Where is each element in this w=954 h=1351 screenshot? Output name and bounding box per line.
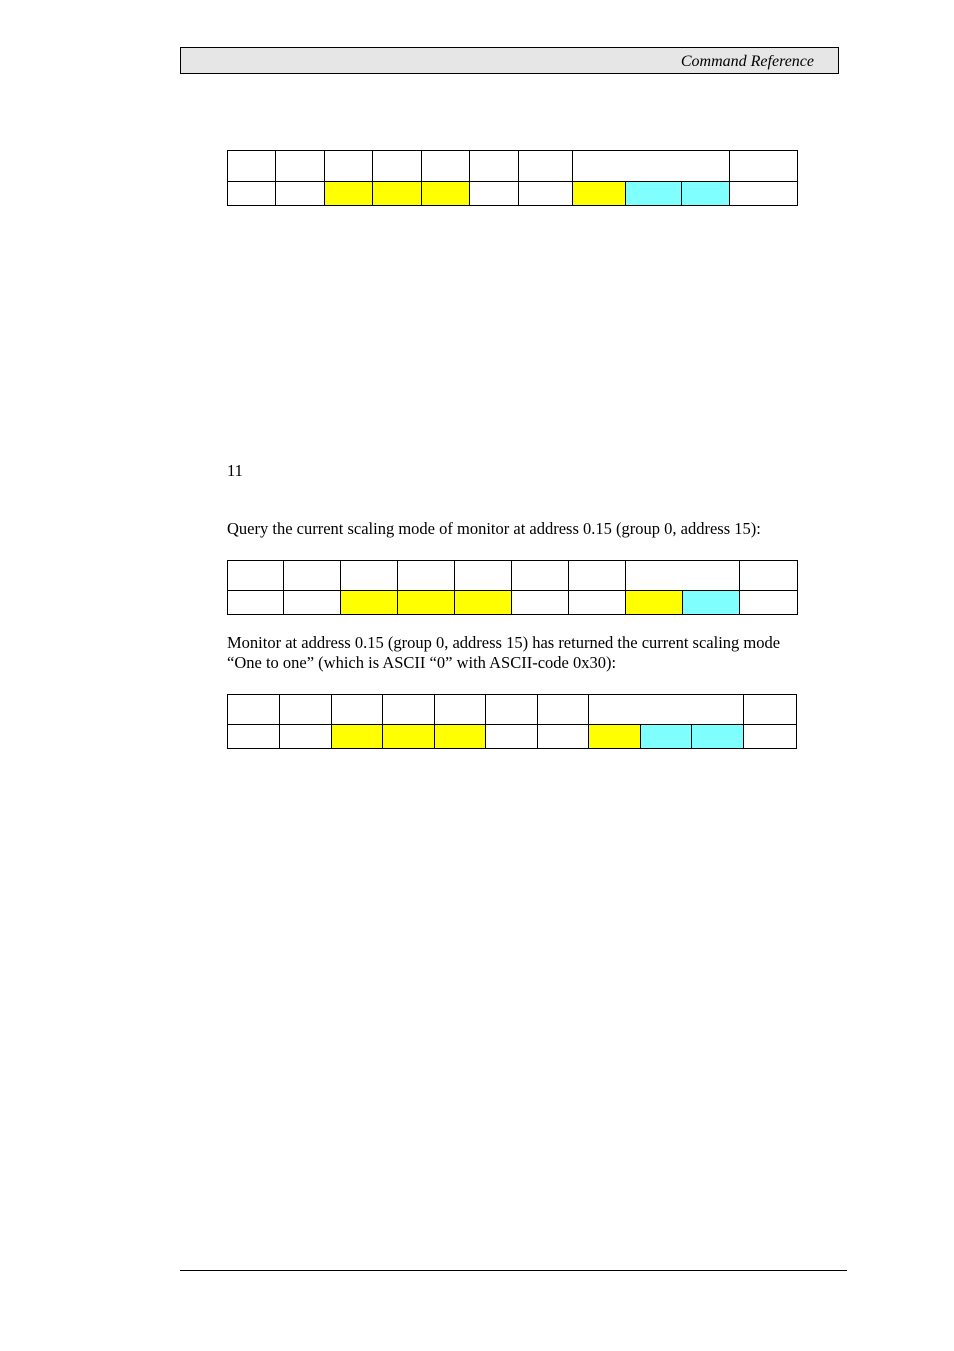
table-cell [228,182,276,206]
table-cell [332,695,383,725]
table-cell [325,182,373,206]
table-cell [589,695,744,725]
table-cell [730,182,798,206]
table-row [228,591,798,615]
table-cell [383,695,435,725]
table-cell [276,182,325,206]
table-cell [569,561,626,591]
table-header-row [228,151,798,182]
table-cell [626,591,683,615]
frame-table-1 [227,150,798,206]
table-cell [744,725,797,749]
table-row [228,182,798,206]
table-cell [341,561,398,591]
table-cell [692,725,744,749]
table-cell [573,151,730,182]
table-cell [398,591,455,615]
table-cell [284,591,341,615]
frame-table-2 [227,560,798,615]
table-cell [422,182,470,206]
table-cell [519,182,573,206]
table-header-row [228,695,797,725]
table-cell [682,182,730,206]
table-cell [455,561,512,591]
table-cell [373,151,422,182]
table-cell [573,182,626,206]
reply-description-line-1: Monitor at address 0.15 (group 0, address 15) has returned the current scaling mode [227,633,781,652]
table-cell [641,725,692,749]
table-cell [519,151,573,182]
table-cell [486,695,538,725]
table-cell [589,725,641,749]
table-cell [740,561,798,591]
table-cell [276,151,325,182]
page-header [180,47,839,74]
footer-rule [180,1270,847,1271]
table-row [228,725,797,749]
header-title: Command Reference [680,53,814,70]
table-cell [341,591,398,615]
table-cell [422,151,470,182]
table-cell [280,695,332,725]
table-cell [470,151,519,182]
table-cell [228,695,280,725]
table-cell [740,591,798,615]
table-cell [538,725,589,749]
table-cell [744,695,797,725]
query-description: Query the current scaling mode of monitor at address 0.15 (group 0, address 15): [227,519,761,538]
table-cell [228,151,276,182]
table-cell [512,561,569,591]
table-cell [228,725,280,749]
table-cell [626,561,740,591]
table-cell [373,182,422,206]
table-cell [455,591,512,615]
table-cell [435,695,486,725]
section-number: 11 [227,461,243,480]
table-cell [683,591,740,615]
table-cell [383,725,435,749]
table-cell [569,591,626,615]
table-cell [228,591,284,615]
table-cell [325,151,373,182]
table-cell [332,725,383,749]
table-cell [228,561,284,591]
table-cell [486,725,538,749]
table-cell [284,561,341,591]
table-cell [538,695,589,725]
frame-table-3 [227,694,797,749]
table-cell [470,182,519,206]
table-cell [435,725,486,749]
table-cell [730,151,798,182]
table-cell [512,591,569,615]
table-cell [398,561,455,591]
table-header-row [228,561,798,591]
table-cell [626,182,682,206]
reply-description-line-2: “One to one” (which is ASCII “0” with ASCII-code 0x30): [227,653,617,672]
table-cell [280,725,332,749]
